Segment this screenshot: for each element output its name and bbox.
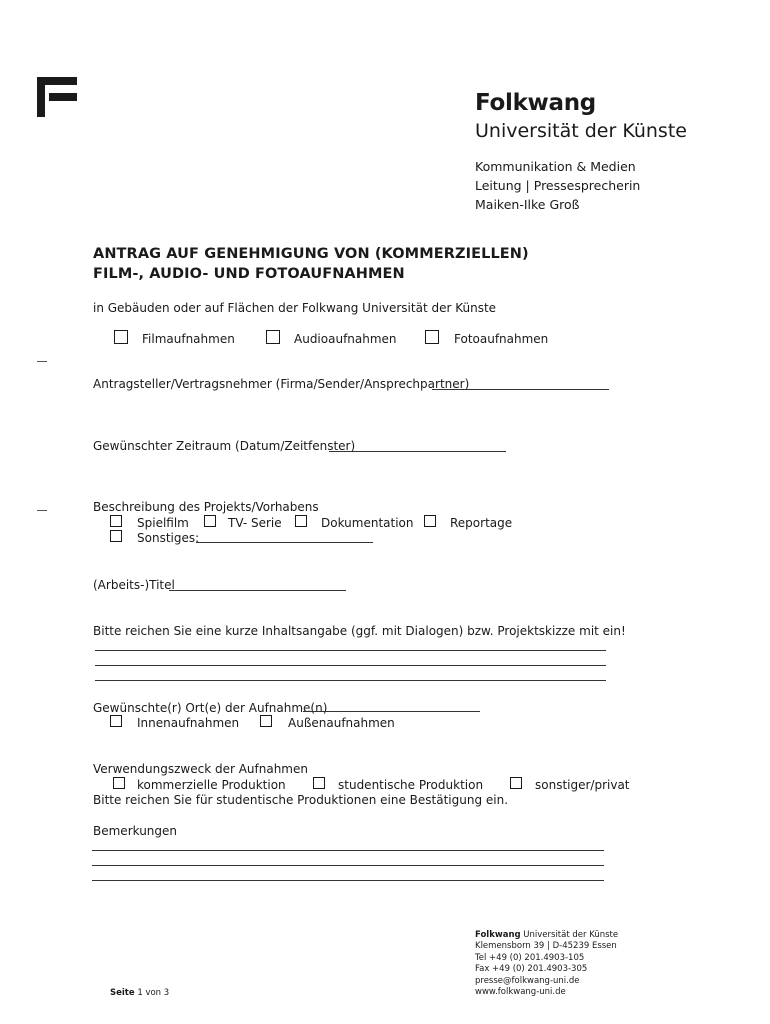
checkbox-label: Reportage xyxy=(450,516,513,530)
checkbox-label: kommerzielle Produktion xyxy=(137,778,286,792)
checkbox-label: Fotoaufnahmen xyxy=(454,332,549,346)
footer-address xyxy=(475,930,618,998)
period-field[interactable] xyxy=(329,451,506,452)
summary-label: Bitte reichen Sie eine kurze Inhaltsangabe (ggf. mit Dialogen) bzw. Projektskizze mit ein! xyxy=(93,624,626,638)
checkbox-fotoaufnahmen[interactable] xyxy=(425,330,439,344)
page-info: 1 von 3 xyxy=(134,988,170,998)
student-note: Bitte reichen Sie für studentische Produktionen eine Bestätigung ein. xyxy=(93,793,509,807)
intro-text: in Gebäuden oder auf Flächen der Folkwang Universität der Künste xyxy=(93,301,497,315)
remarks-label: Bemerkungen xyxy=(93,824,178,838)
form-title xyxy=(93,244,529,284)
remarks-line[interactable] xyxy=(92,850,604,851)
purpose-label: Verwendungszweck der Aufnahmen xyxy=(93,762,308,776)
page-indicator xyxy=(110,988,169,998)
checkbox-label: Außenaufnahmen xyxy=(288,716,395,730)
checkbox-sonstiges[interactable] xyxy=(110,530,122,542)
checkbox-tv-serie[interactable] xyxy=(204,515,216,527)
footer-address-line: Klemensborn 39 | D-45239 Essen xyxy=(475,941,617,952)
location-label: Gewünschte(r) Ort(e) der Aufnahme(n) xyxy=(93,701,328,715)
checkbox-spielfilm[interactable] xyxy=(110,515,122,527)
remarks-line[interactable] xyxy=(92,865,604,866)
checkbox-label: Dokumentation xyxy=(321,516,414,530)
footer-email[interactable]: presse@folkwang-uni.de xyxy=(475,975,580,986)
fold-mark xyxy=(37,510,47,511)
footer-address-line: Fax +49 (0) 201.4903-305 xyxy=(475,964,588,975)
checkbox-label: Innenaufnahmen xyxy=(137,716,240,730)
fold-mark xyxy=(37,361,47,362)
checkbox-sonstiger-privat[interactable] xyxy=(510,777,522,789)
department-line: Kommunikation & Medien xyxy=(475,159,636,174)
form-title-line: FILM-, AUDIO- UND FOTOAUFNAHMEN xyxy=(93,266,405,282)
period-label: Gewünschter Zeitraum (Datum/Zeitfenster) xyxy=(93,439,356,453)
checkbox-label: Filmaufnahmen xyxy=(142,332,235,346)
brand-name: Folkwang xyxy=(475,90,596,116)
footer-website[interactable]: www.folkwang-uni.de xyxy=(475,987,566,998)
checkbox-kommerzielle-produktion[interactable] xyxy=(113,777,125,789)
checkbox-dokumentation[interactable] xyxy=(295,515,307,527)
checkbox-audioaufnahmen[interactable] xyxy=(266,330,280,344)
footer-org-rest: Universität der Künste xyxy=(520,930,619,940)
footer-org-bold: Folkwang xyxy=(475,930,521,940)
applicant-label: Antragsteller/Vertragsnehmer (Firma/Sender/Ansprechpartner) xyxy=(93,377,470,391)
department-line: Maiken-Ilke Groß xyxy=(475,197,580,212)
brand-subtitle: Universität der Künste xyxy=(475,120,687,142)
form-title-line: ANTRAG AUF GENEHMIGUNG VON (KOMMERZIELLEN) xyxy=(93,246,529,262)
location-field[interactable] xyxy=(303,711,480,712)
department-line: Leitung | Pressesprecherin xyxy=(475,178,641,193)
summary-line[interactable] xyxy=(95,665,606,666)
folkwang-f-logo-icon xyxy=(37,77,77,117)
checkbox-label: Audioaufnahmen xyxy=(294,332,397,346)
page-label: Seite xyxy=(110,988,135,998)
summary-line[interactable] xyxy=(95,680,606,681)
checkbox-label: studentische Produktion xyxy=(338,778,484,792)
checkbox-label: TV- Serie xyxy=(228,516,282,530)
checkbox-filmaufnahmen[interactable] xyxy=(114,330,128,344)
other-field[interactable] xyxy=(196,542,373,543)
checkbox-aussenaufnahmen[interactable] xyxy=(260,715,272,727)
checkbox-reportage[interactable] xyxy=(424,515,436,527)
footer-address-line: Tel +49 (0) 201.4903-105 xyxy=(475,952,585,963)
checkbox-innenaufnahmen[interactable] xyxy=(110,715,122,727)
summary-line[interactable] xyxy=(95,650,606,651)
checkbox-studentische-produktion[interactable] xyxy=(313,777,325,789)
checkbox-label: Spielfilm xyxy=(137,516,189,530)
work-title-label: (Arbeits-)Titel xyxy=(93,578,175,592)
description-label: Beschreibung des Projekts/Vorhabens xyxy=(93,500,319,514)
department-block xyxy=(475,157,640,214)
checkbox-label: sonstiger/privat xyxy=(535,778,630,792)
other-label: Sonstiges: xyxy=(137,531,200,545)
work-title-field[interactable] xyxy=(169,590,346,591)
applicant-field[interactable] xyxy=(432,389,609,390)
footer-org xyxy=(475,930,618,941)
remarks-line[interactable] xyxy=(92,880,604,881)
